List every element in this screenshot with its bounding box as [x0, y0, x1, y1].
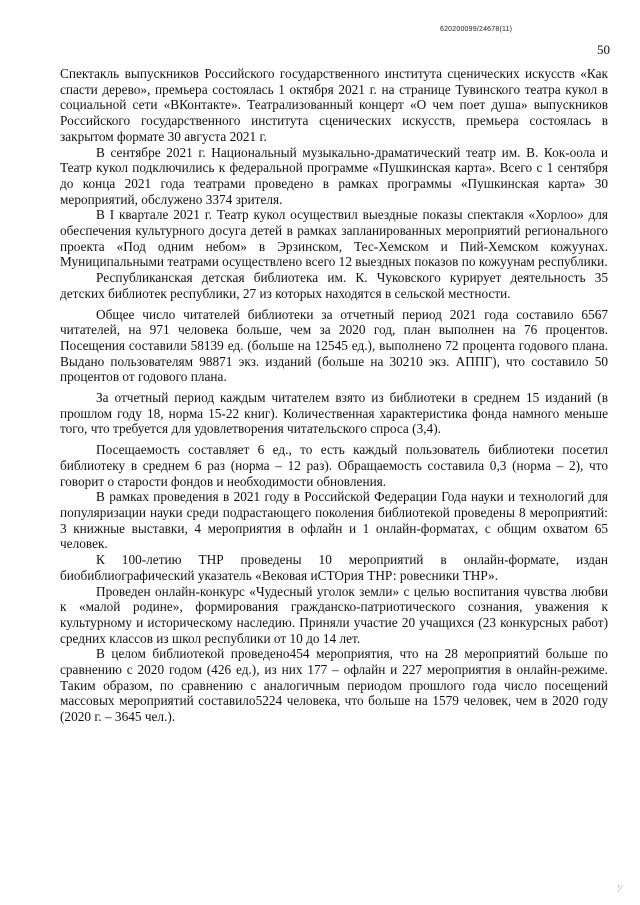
paragraph-events-summary: В целом библиотекой проведено454 мероприятия, что на 28 мероприятий больше по сравнению с 2020 годом (426 ед.), из них 177 – офлайн и 227 мероприятия в онлайн-режиме. Таким образом, по сравнению с аналогичным периодом прошлого года число посещений массовых мероприятий составило5224 человека, что больше на 1579 человек, чем в 2020 году (2020 г. – 3645 чел.).	[60, 646, 608, 725]
document-code: 620200099/24678(11)	[440, 26, 513, 33]
paragraph-childrens-library: Республиканская детская библиотека им. К. Чуковского курирует деятельность 35 детских библиотек республики, 27 из которых находятся в сельской местности.	[60, 270, 608, 301]
body-text	[60, 66, 608, 725]
paragraph-theater-premieres: Спектакль выпускников Российского государственного института сценических искусств «Как спасти дерево», премьера состоялась 1 октября 2021 г. на странице Тувинского театра кукол в социальной сети «ВКонтакте». Театрализованный концерт «О чем поет душа» выпускников Российского государственного института сценических искусств, премьера состоялась в закрытом формате 30 августа 2021 г.	[60, 66, 608, 144]
paragraph-touring-shows: В I квартале 2021 г. Театр кукол осуществил выездные показы спектакля «Хорлоо» для обеспечения культурного досуга детей в рамках запланированных мероприятий регионального проекта «Под одним небом» в Эрзинском, Тес-Хемском и Пий-Хемском кожуунах. Муниципальными театрами осуществлено всего 12 выездных показов по кожуунам республики.	[60, 207, 608, 270]
scan-mark: ʼ⁄	[616, 884, 621, 895]
paragraph-science-year: В рамках проведения в 2021 году в Российской Федерации Года науки и технологий для популяризации науки среди подрастающего поколения библиотекой проведены 8 мероприятий: 3 книжные выставки, 4 мероприятия в офлайн и 1 онлайн-форматах, с общим охватом 65 человек.	[60, 489, 608, 552]
paragraph-online-contest: Проведен онлайн-конкурс «Чудесный уголок земли» с целью воспитания чувства любви к «малой родине», формирования гражданско-патриотического сознания, уважения к культурному и историческому наследию. Приняли участие 20 учащихся (23 конкурсных работ) средних классов из школ республики от 10 до 14 лет.	[60, 583, 608, 646]
paragraph-attendance: Посещаемость составляет 6 ед., то есть каждый пользователь библиотеки посетил библиотеку в среднем 6 раз (норма – 12 раз). Обращаемость составила 0,3 (норма – 2), что говорит о старости фондов и необходимости обновления.	[60, 442, 608, 489]
page-number: 50	[597, 42, 610, 57]
paragraph-readers-count: Общее число читателей библиотеки за отчетный период 2021 года составило 6567 читателей, на 971 человека больше, чем за 2020 год, план выполнен на 76 процентов. Посещения составили 58139 ед. (больше на 12545 ед.), выполнено 72 процента годового плана. Выдано пользователям 98871 экз. изданий (больше на 30210 экз. АППГ), что составило 50 процентов от годового плана.	[60, 306, 608, 385]
paragraph-tnr-anniversary: К 100-летию ТНР проведены 10 мероприятий в онлайн-формате, издан биобиблиографический указатель «Вековая иСТОрия ТНР: ровесники ТНР».	[60, 552, 608, 583]
paragraph-books-per-reader: За отчетный период каждым читателем взято из библиотеки в среднем 15 изданий (в прошлом году 18, норма 15-22 книг). Количественная характеристика фонда намного меньше того, что требуется для удовлетворения читательского спроса (3,4).	[60, 390, 608, 437]
paragraph-pushkin-card: В сентябре 2021 г. Национальный музыкально-драматический театр им. В. Кок-оола и Театр кукол подключились к федеральной программе «Пушкинская карта». Всего с 1 сентября до конца 2021 года театрами проведено в рамках программы «Пушкинская карта» 30 мероприятий, обслужено 3374 зрителя.	[60, 144, 608, 207]
